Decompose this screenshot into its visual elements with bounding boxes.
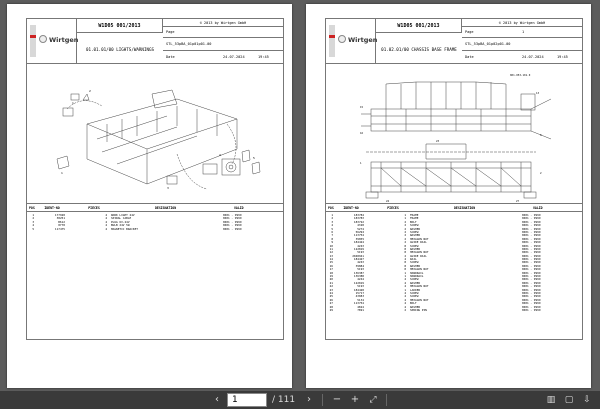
cell-designation: LADDER — [410, 287, 421, 292]
cell-pos: 20 — [329, 277, 333, 282]
cell-pos: 2 — [331, 216, 333, 221]
cell-designation: GUIDE RAIL — [410, 240, 427, 245]
vertical-brand-stripe-icon — [328, 25, 336, 57]
cell-valid: 0001 - 9999 — [522, 294, 541, 299]
cell-designation: HEXAGON NUT — [410, 284, 429, 289]
cell-designation: SCREW — [410, 277, 419, 282]
cell-pieces: 4 — [404, 257, 406, 262]
chevron-left-icon[interactable]: ‹ — [215, 394, 219, 405]
page-value: 1 — [522, 30, 525, 34]
cell-pieces: 2 — [404, 240, 406, 245]
date-value: 24.07.2024 — [522, 55, 544, 59]
cell-designation: SCREW — [410, 290, 419, 295]
cell-pieces: 2 — [404, 236, 406, 241]
svg-text:1: 1 — [72, 101, 74, 105]
cell-valid: 0001 - 9999 — [522, 257, 541, 262]
cell-valid: 0001 - 9999 — [522, 250, 541, 255]
cell-designation: SCREW — [410, 243, 419, 248]
vertical-brand-stripe-icon — [29, 25, 37, 57]
cell-valid: 0001 - 9999 — [522, 213, 541, 217]
cell-ident: 43083 — [355, 294, 364, 299]
cell-designation: WASHER — [410, 304, 421, 309]
col-ident: IDENT-NO — [44, 206, 60, 210]
sheet-header — [27, 19, 283, 64]
svg-text:001.053-101.0: 001.053-101.0 — [510, 74, 531, 77]
svg-text:3: 3 — [167, 186, 169, 190]
cell-ident: 5193 — [357, 284, 364, 289]
cell-pos: 10 — [329, 243, 333, 248]
cell-pos: 21 — [329, 280, 333, 285]
logo-cell — [326, 19, 376, 63]
cell-designation: HEXAGON NUT — [410, 250, 429, 255]
col-pieces: PIECES — [88, 206, 100, 210]
cell-valid: 0001 - 9999 — [522, 253, 541, 258]
cell-ident: 113754 — [353, 233, 364, 238]
cell-pos: 3 — [331, 219, 333, 224]
svg-text:1: 1 — [360, 162, 362, 165]
cell-valid: 0001 - 9999 — [522, 219, 541, 224]
cell-designation: WASHER — [410, 226, 421, 231]
cell-designation: HEXAGON NUT — [410, 267, 429, 272]
date-cell — [163, 51, 283, 63]
brand-name: Wirtgen — [49, 36, 79, 44]
wirtgen-logo-icon — [338, 35, 346, 43]
page-label: Page — [166, 30, 175, 34]
cell-valid: 0001 - 9999 — [522, 297, 541, 302]
cell-designation: FRAME — [410, 216, 419, 221]
chassis-frame-illustration — [326, 64, 582, 204]
fit-page-icon[interactable]: ⤢ — [369, 395, 377, 405]
cell-ident: 5134 — [357, 297, 364, 302]
cell-ident: 136387 — [353, 270, 364, 275]
document-page-left — [7, 4, 292, 388]
parts-table-body — [27, 214, 283, 231]
cell-designation: WASHER — [410, 263, 421, 268]
copyright: © 2013 by Wirtgen GmbH — [163, 19, 283, 27]
cell-pieces: 8 — [404, 243, 406, 248]
cell-pieces: 4 — [404, 294, 406, 299]
cell-valid: 0001 - 9999 — [522, 223, 541, 228]
cell-ident: 15717 — [355, 290, 364, 295]
cell-pieces: 4 — [404, 277, 406, 282]
svg-text:2: 2 — [540, 172, 542, 175]
col-valid: VALID — [234, 206, 244, 210]
cell-valid: 0001 - 9999 — [522, 263, 541, 268]
cell-designation: BOLT — [410, 301, 417, 306]
cell-pieces: 1 — [404, 213, 406, 217]
cell-pieces: 4 — [105, 216, 107, 221]
cell-designation: SCREW — [410, 294, 419, 299]
cell-designation: PLUG 6V-24V — [111, 219, 130, 224]
cell-designation: SCREW — [410, 229, 419, 234]
cell-designation: SPRING PIN — [410, 307, 427, 312]
svg-text:4: 4 — [219, 153, 221, 157]
cell-pos: 3 — [32, 219, 34, 224]
cell-pieces: 4 — [404, 297, 406, 302]
svg-text:16: 16 — [360, 132, 364, 135]
cell-valid: 0001 - 9999 — [522, 304, 541, 309]
cell-pos: 9 — [331, 240, 333, 245]
cell-pos: 4 — [32, 223, 34, 228]
cell-pieces: 2 — [404, 233, 406, 238]
logo-cell — [27, 19, 77, 63]
cell-ident: 4243 — [357, 260, 364, 265]
cell-pos: 23 — [329, 287, 333, 292]
cell-pos: 29 — [329, 307, 333, 312]
cell-pos: 8 — [331, 236, 333, 241]
cell-pieces: 8 — [404, 263, 406, 268]
cell-valid: 0001 - 9999 — [522, 216, 541, 221]
cell-valid: 0001 - 9999 — [223, 219, 242, 224]
cell-designation: HEXAGON NUT — [410, 297, 429, 302]
cell-ident: 122819 — [353, 280, 364, 285]
cell-ident: 38251 — [56, 216, 65, 221]
cell-pos: 24 — [329, 290, 333, 295]
cell-designation: BOLT — [410, 219, 417, 224]
cell-valid: 0001 - 9999 — [522, 260, 541, 265]
cell-pos: 22 — [329, 284, 333, 289]
cell-designation: HEXAGON NUT — [410, 236, 429, 241]
svg-text:1: 1 — [61, 171, 63, 175]
parts-table — [27, 204, 283, 340]
cell-pos: 27 — [329, 301, 333, 306]
cell-pieces: 2 — [404, 219, 406, 224]
cell-ident: 39855 — [355, 236, 364, 241]
two-page-icon[interactable]: ▥ — [546, 395, 556, 405]
parts-table-header — [27, 204, 283, 212]
copyright: © 2013 by Wirtgen GmbH — [462, 19, 582, 27]
sheet-title: W1D05 001/2013 — [77, 19, 163, 33]
cell-pos: 18 — [329, 270, 333, 275]
cell-pieces: 4 — [105, 213, 107, 217]
cell-designation: SCREW — [410, 223, 419, 228]
cell-ident: 7891 — [357, 307, 364, 312]
cell-ident: 183783 — [353, 216, 364, 221]
cell-designation: SPIRAL CABLE — [111, 216, 132, 221]
single-page-icon[interactable]: ▢ — [564, 395, 574, 405]
download-icon[interactable]: ⇩ — [583, 395, 591, 405]
page-label: Page — [465, 30, 474, 34]
col-designation: DESIGNATION — [454, 206, 476, 210]
cell-ident: 4824 — [357, 304, 364, 309]
cell-valid: 0001 - 9999 — [522, 301, 541, 306]
cell-valid: 0001 - 9999 — [522, 284, 541, 289]
cell-designation: WASHER — [410, 246, 421, 251]
cell-designation: FRAME — [410, 213, 419, 217]
svg-text:23: 23 — [436, 140, 440, 143]
cell-ident: 5193 — [357, 250, 364, 255]
cell-pos: 6 — [331, 229, 333, 234]
table-row — [27, 228, 283, 231]
cell-pos: 4 — [331, 223, 333, 228]
cell-pos: 7 — [331, 233, 333, 238]
cell-pos: 5 — [32, 226, 34, 231]
toolbar-divider — [322, 394, 323, 406]
cell-ident: B612 — [58, 219, 65, 224]
cell-ident: 39884 — [355, 263, 364, 268]
cell-pos: 17 — [329, 267, 333, 272]
cell-valid: 0001 - 9999 — [522, 229, 541, 234]
cell-valid: 0001 - 9999 — [522, 270, 541, 275]
cell-ident: 122819 — [353, 246, 364, 251]
assembly-description: 01.02.01/00 CHASSIS BASE FRAME — [381, 47, 457, 52]
cell-designation: MAGNETIC BRACKET — [111, 226, 138, 231]
cell-valid: 0001 - 9999 — [522, 226, 541, 231]
cell-ident: 4328 — [357, 223, 364, 228]
svg-text:24: 24 — [386, 200, 390, 203]
cell-pieces: 8 — [404, 250, 406, 255]
svg-text:15: 15 — [360, 106, 364, 109]
cell-pos: 26 — [329, 297, 333, 302]
exploded-drawing-lights — [27, 64, 283, 204]
cell-pos: 25 — [329, 294, 333, 299]
cell-designation: WORK LIGHT 24V — [111, 213, 135, 217]
cell-ident: 8778 — [58, 223, 65, 228]
pdf-viewer-toolbar — [0, 391, 600, 409]
cell-pieces: 2 — [404, 229, 406, 234]
cell-pieces: 4 — [404, 284, 406, 289]
col-pieces: PIECES — [387, 206, 399, 210]
cell-pieces: 2 — [404, 253, 406, 258]
parts-sheet-frame — [26, 18, 284, 340]
cell-valid: 0001 - 9999 — [223, 226, 242, 231]
cell-valid: 0001 - 9999 — [223, 213, 242, 217]
parts-table — [326, 204, 582, 340]
cell-valid: 0001 - 9999 — [522, 233, 541, 238]
cell-pieces: 1 — [404, 216, 406, 221]
date-label: Date — [465, 55, 474, 59]
cell-pieces: 1 — [404, 270, 406, 275]
cell-designation: HANDRAIL — [410, 274, 424, 279]
parts-sheet-frame — [325, 18, 583, 340]
sheet-title: W1D05 001/2013 — [376, 19, 462, 33]
assembly-description: 01.01.01/00 LIGHTS/WARNINGS — [85, 47, 155, 52]
cell-pieces: 1 — [404, 274, 406, 279]
cell-ident: 4243 — [357, 243, 364, 248]
cell-designation: HANDRAIL — [410, 270, 424, 275]
cell-pos: 15 — [329, 260, 333, 265]
cell-valid: 0001 - 9999 — [522, 236, 541, 241]
toolbar-divider — [386, 394, 387, 406]
cell-valid: 0001 - 9999 — [223, 216, 242, 221]
cell-valid: 0001 - 9999 — [522, 307, 541, 312]
zoom-out-icon[interactable]: − — [332, 394, 342, 405]
cell-pos: 28 — [329, 304, 333, 309]
cell-ident: 5193 — [357, 267, 364, 272]
cell-ident: 177928 — [54, 213, 65, 217]
cell-pieces: 8 — [404, 246, 406, 251]
cell-pieces: 4 — [404, 301, 406, 306]
cell-ident: 183784 — [353, 213, 364, 217]
cell-ident: 117475 — [54, 226, 65, 231]
cell-ident: 56292 — [355, 229, 364, 234]
cell-pos: 12 — [329, 250, 333, 255]
col-ident: IDENT-NO — [343, 206, 359, 210]
cell-pos: 5 — [331, 226, 333, 231]
cell-ident: 136388 — [353, 274, 364, 279]
cell-ident: 184424 — [353, 240, 364, 245]
cell-ident: 4244 — [357, 277, 364, 282]
col-pos: POS — [328, 206, 334, 210]
sheet-header — [326, 19, 582, 64]
time-value: 19:45 — [258, 55, 269, 59]
table-row — [326, 309, 582, 312]
cell-valid: 0001 - 9999 — [522, 246, 541, 251]
drawing-code: STL_53pBA_01p02p01-00 — [462, 38, 582, 51]
cell-valid: 0001 - 9999 — [522, 287, 541, 292]
brand-name: Wirtgen — [348, 36, 378, 44]
page-cell — [462, 27, 582, 38]
svg-text:2: 2 — [89, 89, 91, 93]
svg-text:5: 5 — [253, 156, 255, 160]
cell-pos: 16 — [329, 263, 333, 268]
cell-pieces: 4 — [105, 219, 107, 224]
technical-drawing-chassis — [326, 64, 582, 204]
cell-designation: SCREW — [410, 260, 419, 265]
cell-pieces: 4 — [404, 290, 406, 295]
svg-text:27: 27 — [516, 200, 520, 203]
date-value: 24.07.2024 — [223, 55, 245, 59]
cell-ident: 183722 — [353, 219, 364, 224]
cell-designation: GUIDE RAIL — [410, 253, 427, 258]
cell-pieces: 4 — [404, 280, 406, 285]
page-total: / 111 — [272, 395, 296, 405]
cell-pos: 1 — [32, 213, 34, 217]
cell-pos: 1 — [331, 213, 333, 217]
cell-ident: 2048941 — [352, 253, 364, 258]
cell-valid: 0001 - 9999 — [223, 223, 242, 228]
col-pos: POS — [29, 206, 35, 210]
cell-pieces: 4 — [105, 223, 107, 228]
cell-ident: 184427 — [353, 257, 364, 262]
svg-text:9: 9 — [540, 134, 542, 137]
parts-table-body — [326, 214, 582, 312]
wirtgen-logo-icon — [39, 35, 47, 43]
cell-pieces: 2 — [404, 223, 406, 228]
cell-valid: 0001 - 9999 — [522, 240, 541, 245]
chevron-right-icon[interactable]: › — [307, 394, 311, 405]
cell-pos: 2 — [32, 216, 34, 221]
cell-pos: 13 — [329, 253, 333, 258]
page-number-input[interactable]: 1 — [227, 393, 267, 407]
col-valid: VALID — [533, 206, 543, 210]
cell-pieces: 4 — [404, 304, 406, 309]
cell-ident: 113754 — [353, 301, 364, 306]
cell-pieces: 8 — [404, 267, 406, 272]
svg-text:13: 13 — [536, 92, 540, 95]
cell-pieces: 4 — [105, 226, 107, 231]
cell-valid: 0001 - 9999 — [522, 267, 541, 272]
cell-pieces: 8 — [404, 260, 406, 265]
cell-designation: WASHER — [410, 280, 421, 285]
cell-valid: 0001 - 9999 — [522, 290, 541, 295]
machine-lights-illustration — [27, 64, 283, 204]
cell-valid: 0001 - 9999 — [522, 277, 541, 282]
cell-ident: 5274 — [357, 226, 364, 231]
parts-table-header — [326, 204, 582, 212]
cell-pos: 11 — [329, 246, 333, 251]
cell-valid: 0001 - 9999 — [522, 274, 541, 279]
cell-ident: 184428 — [353, 287, 364, 292]
page-cell — [163, 27, 283, 38]
cell-designation: BULB 24V 5W — [111, 223, 130, 228]
date-cell — [462, 51, 582, 63]
zoom-in-icon[interactable]: + — [350, 394, 360, 405]
cell-pieces: 2 — [404, 226, 406, 231]
cell-valid: 0001 - 9999 — [522, 243, 541, 248]
drawing-code: STL_53pBA_01p01p01-00 — [163, 38, 283, 51]
time-value: 19:45 — [557, 55, 568, 59]
cell-pos: 19 — [329, 274, 333, 279]
cell-valid: 0001 - 9999 — [522, 280, 541, 285]
cell-pieces: 2 — [404, 307, 406, 312]
date-label: Date — [166, 55, 175, 59]
document-page-right — [306, 4, 591, 388]
cell-designation: WASHER — [410, 233, 421, 238]
cell-pieces: 1 — [404, 287, 406, 292]
col-designation: DESIGNATION — [155, 206, 177, 210]
cell-pos: 14 — [329, 257, 333, 262]
cell-designation: RAIL — [410, 257, 417, 262]
